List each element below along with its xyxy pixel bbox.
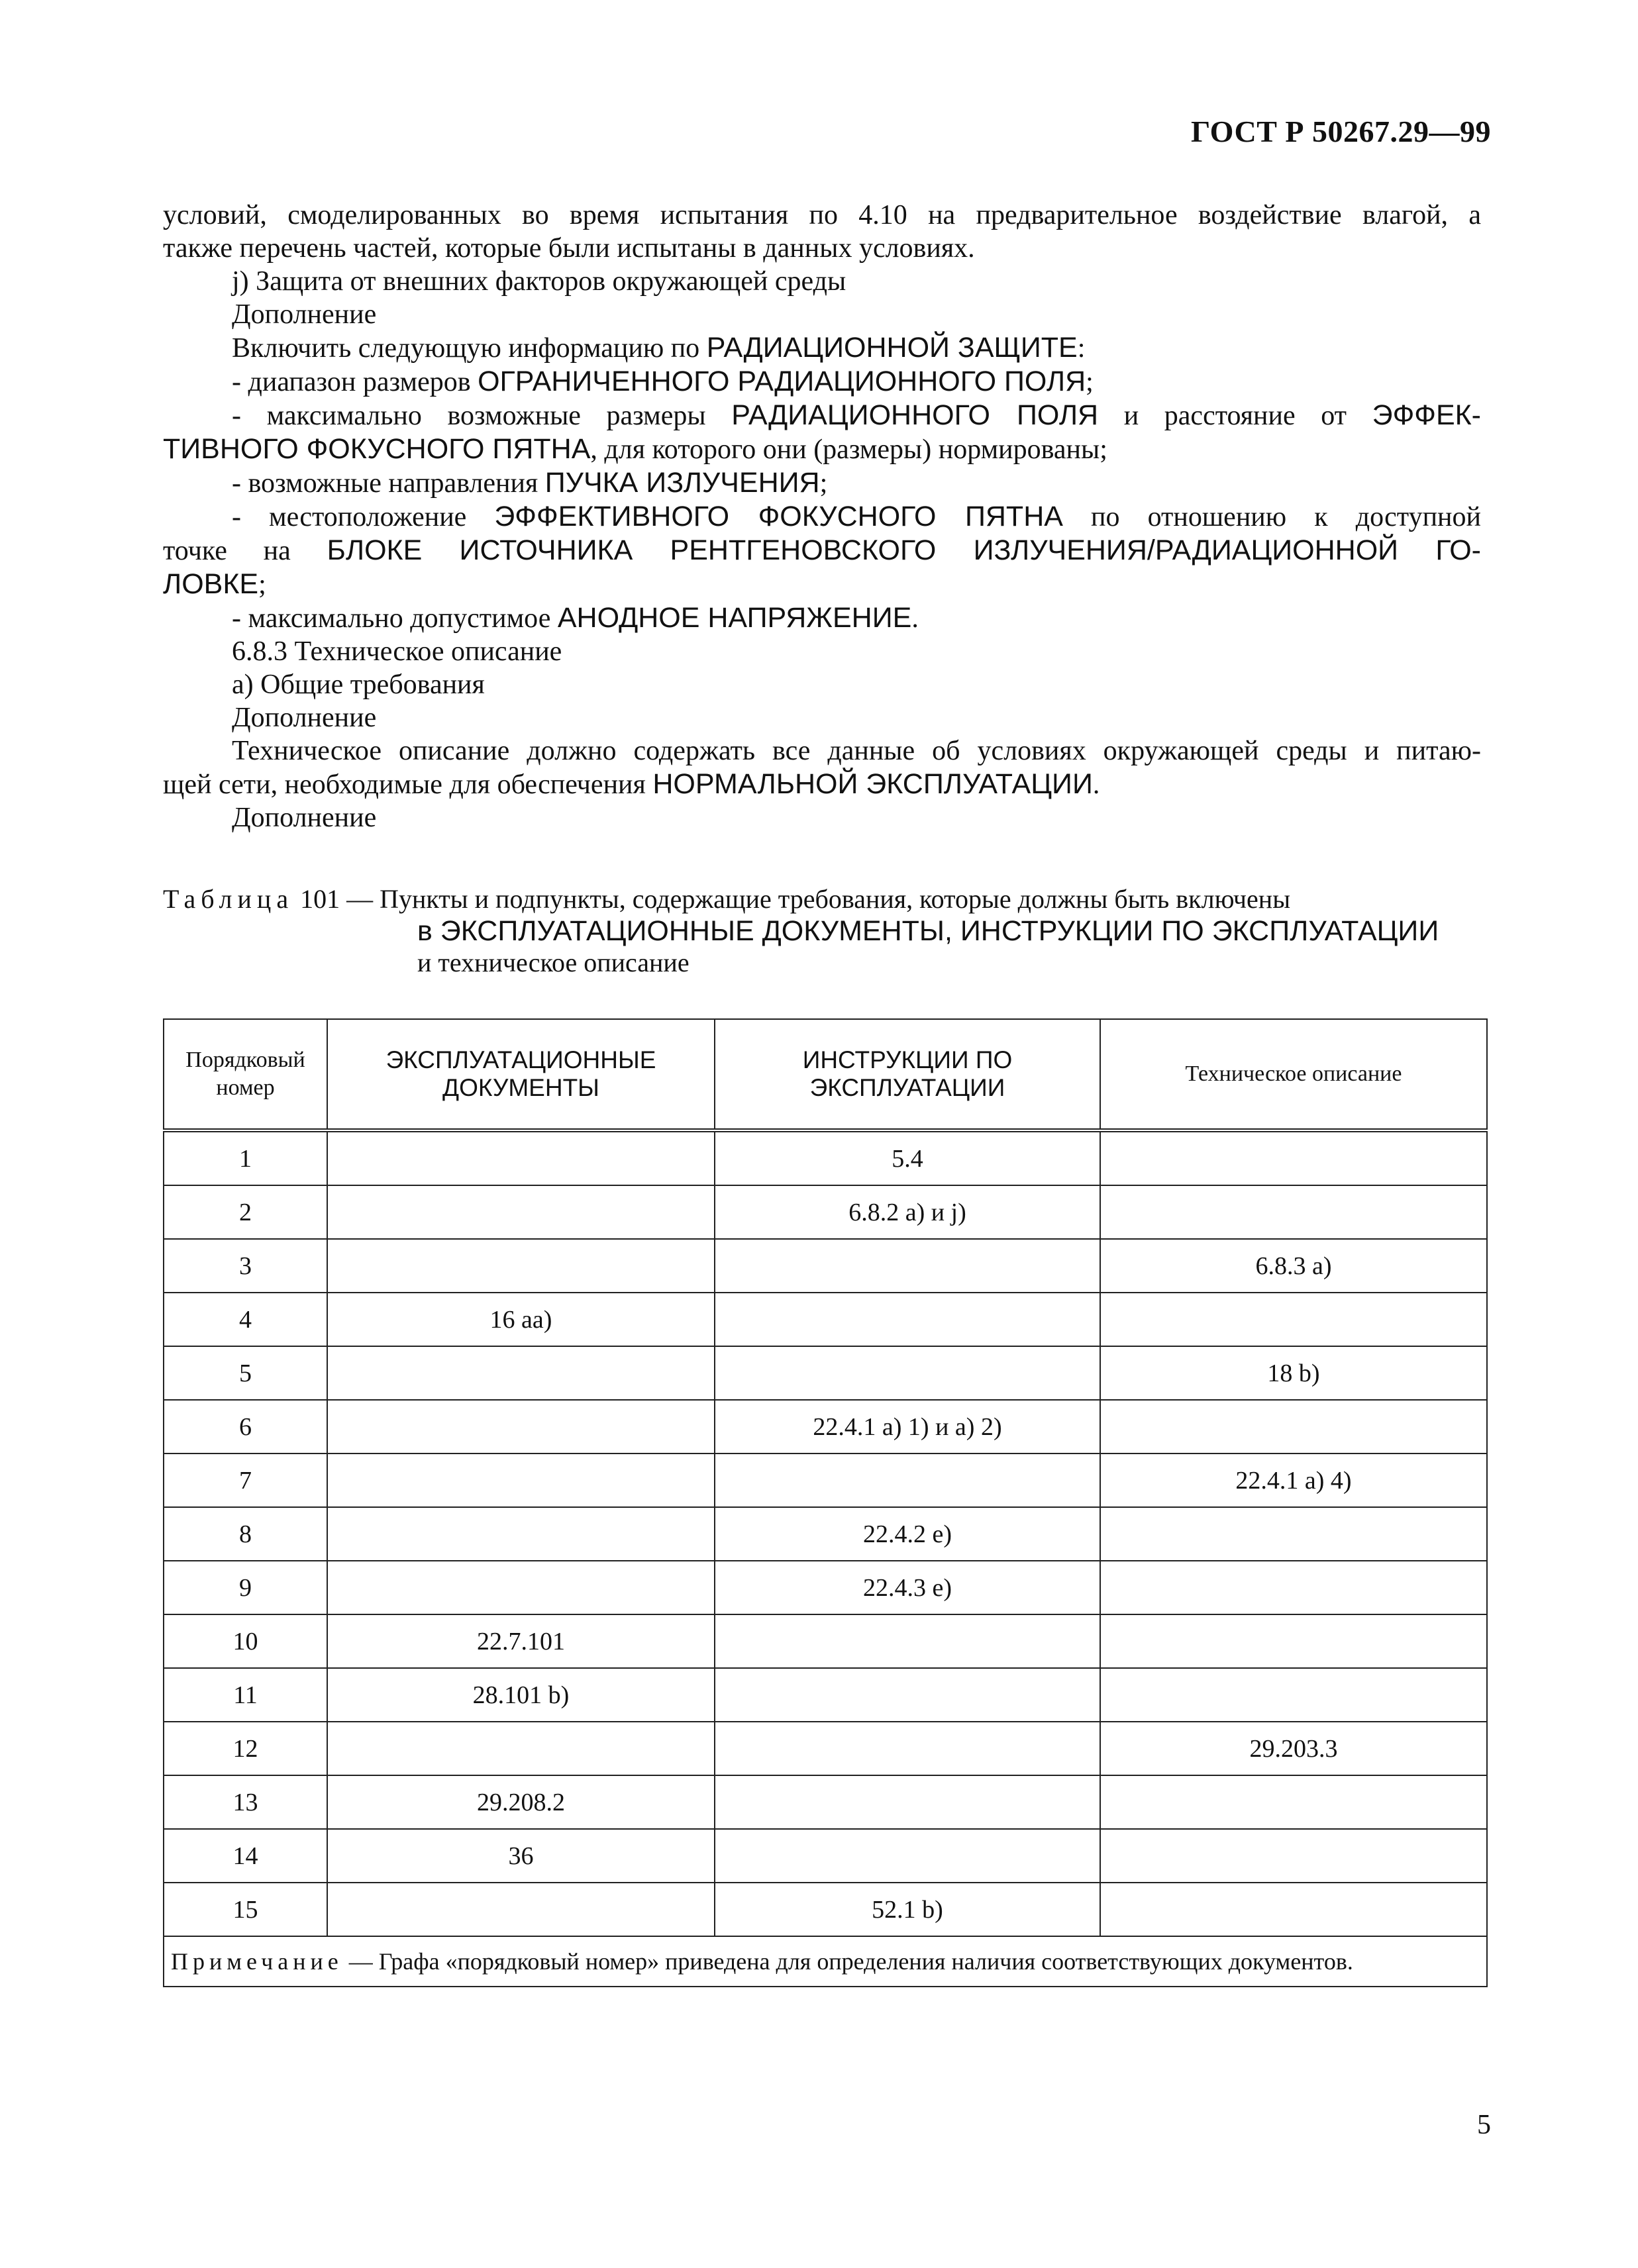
- text-run: ;: [258, 569, 266, 600]
- table-cell: 18 b): [1100, 1346, 1487, 1400]
- body-text: [163, 199, 1481, 834]
- paragraph-line: [163, 432, 1481, 466]
- table-cell: [327, 1130, 715, 1185]
- table-row: [164, 1507, 1487, 1561]
- table-cell: [327, 1454, 715, 1507]
- table-cell: 22.4.1 а) 4): [1100, 1454, 1487, 1507]
- caption-line: [163, 883, 1488, 915]
- table-cell: [715, 1722, 1100, 1775]
- table-cell: [327, 1883, 715, 1936]
- table-cell: 9: [164, 1561, 327, 1614]
- table-cell: 28.101 b): [327, 1668, 715, 1722]
- paragraph-line: [163, 668, 1481, 701]
- caption-line: в ЭКСПЛУАТАЦИОННЫЕ ДОКУМЕНТЫ, ИНСТРУКЦИИ ПО ЭКСПЛУАТАЦИИ: [417, 915, 1439, 947]
- text-run: Включить следующую информацию по: [232, 333, 707, 364]
- text-run: условий, смоделированных во время испытания по 4.10 на предварительное воздействие влагой, а: [163, 200, 1481, 230]
- note-text: — Графа «порядковый номер» приведена для определения наличия соответствующих документов.: [342, 1948, 1353, 1975]
- caption-label: Таблица: [163, 884, 294, 914]
- defined-term: ПУЧКА ИЗЛУЧЕНИЯ: [544, 467, 820, 499]
- table-cell: [715, 1454, 1100, 1507]
- column-header: Порядковый номер: [164, 1019, 327, 1130]
- caption-title: 101 — Пункты и подпункты, содержащие требования, которые должны быть включены: [293, 884, 1291, 914]
- table-cell: 5: [164, 1346, 327, 1400]
- table-row: [164, 1454, 1487, 1507]
- table-cell: 6.8.2 а) и j): [715, 1185, 1100, 1239]
- defined-term: ЭФФЕК-: [1372, 399, 1481, 431]
- table-cell: 29.203.3: [1100, 1722, 1487, 1775]
- table-row: [164, 1185, 1487, 1239]
- paragraph-line: [163, 801, 1481, 834]
- defined-term: РАДИАЦИОННОГО ПОЛЯ: [731, 399, 1099, 431]
- table-cell: 4: [164, 1293, 327, 1346]
- table-cell: 22.7.101: [327, 1614, 715, 1668]
- paragraph-line: [163, 601, 1481, 635]
- table-cell: [327, 1185, 715, 1239]
- table-cell: [1100, 1185, 1487, 1239]
- defined-term: ТИВНОГО ФОКУСНОГО ПЯТНА: [163, 433, 591, 465]
- table-cell: [1100, 1775, 1487, 1829]
- text-run: Дополнение: [232, 299, 377, 330]
- table-cell: [715, 1829, 1100, 1883]
- table-row: [164, 1775, 1487, 1829]
- paragraph-line: [163, 199, 1481, 232]
- table-cell: 14: [164, 1829, 327, 1883]
- table-cell: [327, 1561, 715, 1614]
- table-cell: 16 aa): [327, 1293, 715, 1346]
- table-row: [164, 1293, 1487, 1346]
- note-label: Примечание: [171, 1948, 343, 1975]
- table-cell: [1100, 1293, 1487, 1346]
- requirements-table: [163, 1018, 1488, 1987]
- table-cell: [327, 1722, 715, 1775]
- table-row: [164, 1614, 1487, 1668]
- column-header: ЭКСПЛУАТАЦИОННЫЕ ДОКУМЕНТЫ: [327, 1019, 715, 1130]
- text-run: Дополнение: [232, 703, 377, 733]
- table-cell: 6: [164, 1400, 327, 1454]
- paragraph-line: [163, 466, 1481, 500]
- table-cell: [1100, 1668, 1487, 1722]
- table-row: [164, 1130, 1487, 1185]
- table-row: [164, 1561, 1487, 1614]
- page-number: 5: [1477, 2110, 1491, 2140]
- table-cell: [1100, 1507, 1487, 1561]
- paragraph-line: [163, 567, 1481, 601]
- table-cell: 10: [164, 1614, 327, 1668]
- text-run: щей сети, необходимые для обеспечения: [163, 769, 653, 800]
- paragraph-line: [163, 701, 1481, 734]
- text-run: ;: [819, 468, 828, 499]
- text-run: ;: [1086, 367, 1094, 397]
- table-cell: 7: [164, 1454, 327, 1507]
- text-run: и расстояние от: [1098, 401, 1372, 431]
- table-cell: 15: [164, 1883, 327, 1936]
- caption-line: и техническое описание: [417, 948, 690, 977]
- text-run: - максимально возможные размеры: [232, 401, 732, 431]
- table-cell: 5.4: [715, 1130, 1100, 1185]
- defined-term: РАДИАЦИОННОЙ ЗАЩИТЕ: [706, 332, 1078, 364]
- paragraph-line: [163, 365, 1481, 399]
- text-run: 6.8.3 Техническое описание: [232, 636, 562, 667]
- table-cell: [715, 1293, 1100, 1346]
- table-cell: 2: [164, 1185, 327, 1239]
- table-row: [164, 1400, 1487, 1454]
- paragraph-line: [163, 331, 1481, 365]
- table-cell: 8: [164, 1507, 327, 1561]
- standard-code-header: ГОСТ Р 50267.29—99: [1191, 115, 1491, 148]
- table-cell: [1100, 1400, 1487, 1454]
- table-cell: [715, 1614, 1100, 1668]
- paragraph-line: [163, 399, 1481, 432]
- defined-term: ЭФФЕКТИВНОГО ФОКУСНОГО ПЯТНА: [494, 501, 1063, 532]
- table-cell: [327, 1507, 715, 1561]
- defined-term: НОРМАЛЬНОЙ ЭКСПЛУАТАЦИИ: [652, 768, 1093, 800]
- table-note-row: [164, 1936, 1487, 1987]
- table-cell: [327, 1346, 715, 1400]
- text-run: Техническое описание должно содержать все данные об условиях окружающей среды и питаю-: [232, 736, 1481, 766]
- defined-term: БЛОКЕ ИСТОЧНИКА РЕНТГЕНОВСКОГО ИЗЛУЧЕНИЯ/РАДИАЦИОННОЙ ГО-: [327, 534, 1481, 566]
- table-row: [164, 1829, 1487, 1883]
- table-cell: [1100, 1883, 1487, 1936]
- table-row: [164, 1346, 1487, 1400]
- paragraph-line: [163, 298, 1481, 331]
- text-run: .: [1092, 769, 1100, 800]
- paragraph-line: [163, 534, 1481, 567]
- table-cell: 13: [164, 1775, 327, 1829]
- section-heading: [163, 635, 1481, 668]
- text-run: - диапазон размеров: [232, 367, 478, 397]
- table-row: [164, 1883, 1487, 1936]
- table-cell: 3: [164, 1239, 327, 1293]
- table-cell: 1: [164, 1130, 327, 1185]
- paragraph-line: [163, 500, 1481, 534]
- paragraph-line: [163, 734, 1481, 767]
- text-run: j) Защита от внешних факторов окружающей среды: [232, 266, 846, 297]
- paragraph-line: [163, 767, 1481, 801]
- table-cell: [1100, 1614, 1487, 1668]
- table-cell: 36: [327, 1829, 715, 1883]
- paragraph-line: [163, 232, 1481, 265]
- text-run: - максимально допустимое: [232, 603, 558, 634]
- table-cell: [715, 1346, 1100, 1400]
- table-cell: [1100, 1829, 1487, 1883]
- table-cell: 12: [164, 1722, 327, 1775]
- text-run: , для которого они (размеры) нормированы;: [590, 434, 1107, 465]
- table-cell: 52.1 b): [715, 1883, 1100, 1936]
- text-run: а) Общие требования: [232, 669, 485, 700]
- table-row: [164, 1239, 1487, 1293]
- table-cell: 22.4.3 е): [715, 1561, 1100, 1614]
- table-cell: 29.208.2: [327, 1775, 715, 1829]
- table-cell: [715, 1775, 1100, 1829]
- table-cell: [1100, 1561, 1487, 1614]
- table-cell: [327, 1400, 715, 1454]
- text-run: также перечень частей, которые были испытаны в данных условиях.: [163, 233, 975, 264]
- column-header: Техническое описание: [1100, 1019, 1487, 1130]
- table-note: [164, 1936, 1487, 1987]
- text-run: - возможные направления: [232, 468, 545, 499]
- text-run: по отношению к доступной: [1062, 502, 1481, 532]
- table-cell: [327, 1239, 715, 1293]
- table-cell: [1100, 1130, 1487, 1185]
- table-cell: [715, 1668, 1100, 1722]
- table-row: [164, 1668, 1487, 1722]
- defined-term: ЛОВКЕ: [163, 568, 259, 600]
- text-run: - местоположение: [232, 502, 495, 532]
- text-run: точке на: [163, 536, 327, 566]
- defined-term: ОГРАНИЧЕННОГО РАДИАЦИОННОГО ПОЛЯ: [478, 366, 1086, 397]
- table-header-row: [164, 1019, 1487, 1130]
- text-run: .: [911, 603, 919, 634]
- text-run: :: [1077, 333, 1086, 364]
- table-row: [164, 1722, 1487, 1775]
- table-cell: 11: [164, 1668, 327, 1722]
- table-cell: 6.8.3 а): [1100, 1239, 1487, 1293]
- paragraph-line: [163, 265, 1481, 298]
- defined-term: АНОДНОЕ НАПРЯЖЕНИЕ: [557, 602, 912, 634]
- table-cell: [715, 1239, 1100, 1293]
- table-cell: 22.4.1 а) 1) и а) 2): [715, 1400, 1100, 1454]
- text-run: Дополнение: [232, 803, 377, 833]
- column-header: ИНСТРУКЦИИ ПО ЭКСПЛУАТАЦИИ: [715, 1019, 1100, 1130]
- table-cell: 22.4.2 е): [715, 1507, 1100, 1561]
- table-caption: [163, 883, 1488, 979]
